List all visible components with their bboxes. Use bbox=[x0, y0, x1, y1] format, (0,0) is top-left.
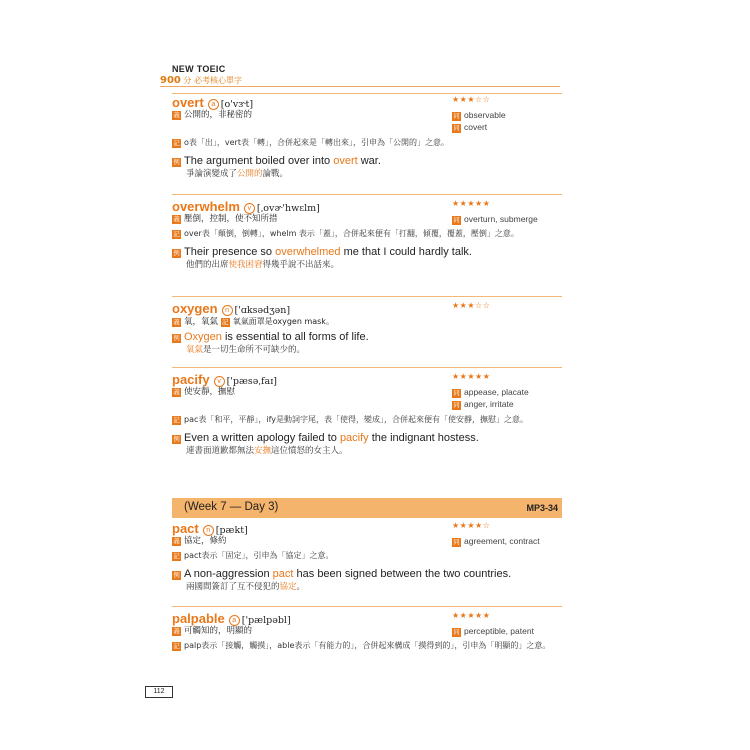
example-zh: 連書面道歉都無法安撫這位憤怒的女主人。 bbox=[186, 446, 348, 456]
rating-stars: ★★★☆☆ bbox=[452, 301, 491, 310]
definition-icon: 義 bbox=[173, 537, 180, 545]
example-zh: 兩國間簽訂了互不侵犯的協定。 bbox=[186, 582, 306, 592]
example-en: 例 Even a written apology failed to pacify the indignant hostess. bbox=[173, 432, 479, 444]
example-icon: 例 bbox=[173, 572, 180, 579]
etymology: 氧氣面罩是oxygen mask。 bbox=[232, 317, 334, 326]
book-subtitle bbox=[160, 75, 242, 86]
antonym-line bbox=[452, 398, 514, 411]
synonym-icon: 同 bbox=[453, 217, 460, 224]
highlight: overwhelmed bbox=[275, 246, 341, 258]
entry-divider bbox=[172, 367, 562, 368]
definition: 壓倒，控制，使不知所措 bbox=[184, 214, 278, 224]
headword: overwhelm bbox=[172, 199, 240, 214]
example-icon: 例 bbox=[173, 250, 180, 257]
entry-divider bbox=[172, 606, 562, 607]
antonym-icon: 同 bbox=[453, 402, 460, 409]
definition-icon: 義 bbox=[173, 627, 180, 635]
definition: 氧，氧氣 bbox=[184, 317, 219, 327]
etymology-icon: 記 bbox=[173, 230, 180, 238]
highlight: overt bbox=[333, 155, 358, 167]
synonym-icon: 同 bbox=[453, 113, 460, 120]
synonym: agreement, contract bbox=[464, 536, 540, 546]
definition: 協定，條約 bbox=[184, 536, 227, 546]
phonetic: [pækt] bbox=[215, 525, 248, 536]
example-zh: 爭論演變成了公開的論戰。 bbox=[186, 169, 289, 179]
entry-divider bbox=[172, 296, 562, 297]
phonetic: ['pælpəbl] bbox=[241, 615, 291, 626]
entry-pacify bbox=[172, 369, 562, 458]
headword: pact bbox=[172, 521, 199, 536]
page-number: 112 bbox=[145, 686, 173, 698]
synonym-icon: 同 bbox=[453, 539, 460, 546]
entry-overwhelm bbox=[172, 196, 562, 272]
antonym-line bbox=[452, 121, 487, 134]
example-icon: 例 bbox=[173, 335, 180, 342]
definition-icon: 義 bbox=[173, 318, 180, 326]
example-en: 例 The argument boiled over into overt war. bbox=[173, 155, 381, 167]
example-en: 例 A non-aggression pact has been signed between the two countries. bbox=[173, 568, 512, 580]
pos-badge: n bbox=[222, 305, 233, 316]
example-zh: 他們的出席使我困窘得幾乎說不出話來。 bbox=[186, 260, 340, 270]
pos-badge: n bbox=[203, 525, 214, 536]
phonetic: [o'vɝt] bbox=[220, 99, 254, 110]
etymology-icon: 記 bbox=[173, 416, 180, 424]
entry-palpable bbox=[172, 608, 562, 652]
headword: oxygen bbox=[172, 301, 218, 316]
definition-icon: 義 bbox=[173, 111, 180, 119]
etymology-icon: 記 bbox=[173, 552, 180, 560]
entry-divider bbox=[172, 93, 562, 94]
pos-badge: v bbox=[214, 376, 225, 387]
etymology-icon: 記 bbox=[173, 139, 180, 147]
rating-stars: ★★★★★ bbox=[452, 372, 491, 381]
synonym: appease, placate bbox=[464, 387, 529, 397]
definition: 使安靜，撫慰 bbox=[184, 387, 236, 397]
headword: overt bbox=[172, 95, 204, 110]
etymology: pac表「和平，平靜」，ify是動詞字尾，表「使得，變成」，合併起來便有「使安靜，撫慰」之意。 bbox=[184, 415, 529, 424]
example-en: 例 Oxygen is essential to all forms of life. bbox=[173, 331, 369, 343]
etymology: over表「顛倒，倒轉」，whelm 表示「蓋」，合併起來便有「打翻，傾覆，覆蓋，壓倒」之意。 bbox=[184, 229, 519, 238]
example-zh: 氧氣是一切生命所不可缺少的。 bbox=[186, 345, 306, 355]
highlight: pact bbox=[272, 568, 294, 580]
antonym: covert bbox=[464, 122, 488, 132]
phonetic: ['ɑksədʒən] bbox=[234, 305, 291, 316]
week-label: (Week 7 — Day 3) bbox=[184, 501, 279, 513]
pos-badge: a bbox=[208, 99, 219, 110]
header-divider bbox=[160, 86, 560, 87]
antonym: anger, irritate bbox=[464, 399, 514, 409]
definition-icon: 義 bbox=[173, 215, 180, 223]
rating-stars: ★★★☆☆ bbox=[452, 95, 491, 104]
week-day-banner bbox=[172, 498, 562, 518]
synonym: perceptible, patent bbox=[464, 626, 534, 636]
synonym-icon: 同 bbox=[453, 390, 460, 397]
definition: 公開的，非秘密的 bbox=[184, 110, 253, 120]
headword: pacify bbox=[172, 372, 210, 387]
synonym-line bbox=[452, 535, 540, 548]
pos-badge: a bbox=[229, 615, 240, 626]
synonym-line bbox=[452, 625, 534, 638]
pos-badge: v bbox=[244, 203, 255, 214]
synonym: overturn, submerge bbox=[464, 214, 538, 224]
book-title: NEW TOEIC bbox=[172, 64, 226, 74]
etymology: pact表示「固定」，引申為「協定」之意。 bbox=[184, 551, 334, 560]
phonetic: [ˌovɚ'hwɛlm] bbox=[256, 203, 320, 214]
phonetic: ['pæsəˌfaɪ] bbox=[226, 376, 277, 387]
entry-oxygen bbox=[172, 298, 562, 357]
rating-stars: ★★★★★ bbox=[452, 611, 491, 620]
example-icon: 例 bbox=[173, 436, 180, 443]
etymology: palp表示「接觸，觸摸」，able表示「有能力的」，合併起來構成「摸得到的」，引申為「明顯的」之意。 bbox=[184, 641, 551, 650]
audio-track-label: MP3-34 bbox=[526, 503, 558, 513]
example-en: 例 Their presence so overwhelmed me that I could hardly talk. bbox=[173, 246, 472, 258]
synonym-line bbox=[452, 213, 538, 226]
rating-stars: ★★★★☆ bbox=[452, 521, 491, 530]
entry-divider bbox=[172, 194, 562, 195]
antonym-icon: 同 bbox=[453, 125, 460, 132]
etymology-icon: 記 bbox=[173, 642, 180, 650]
example-icon: 例 bbox=[173, 159, 180, 166]
definition: 可觸知的，明顯的 bbox=[184, 626, 253, 636]
synonym-icon: 同 bbox=[453, 629, 460, 636]
highlight: pacify bbox=[339, 432, 369, 444]
subtitle-text: 分 必考核心單字 bbox=[183, 76, 242, 85]
entry-overt bbox=[172, 92, 562, 181]
definition-icon: 義 bbox=[173, 388, 180, 396]
etymology: o表「出」，vert表「轉」，合併起來是「轉出來」，引申為「公開的」之意。 bbox=[184, 138, 449, 147]
score: 900 bbox=[160, 75, 181, 86]
headword: palpable bbox=[172, 611, 225, 626]
entry-pact bbox=[172, 518, 562, 594]
synonym: observable bbox=[464, 110, 506, 120]
rating-stars: ★★★★★ bbox=[452, 199, 491, 208]
highlight: Oxygen bbox=[184, 331, 222, 343]
etymology-icon: 記 bbox=[221, 318, 229, 326]
